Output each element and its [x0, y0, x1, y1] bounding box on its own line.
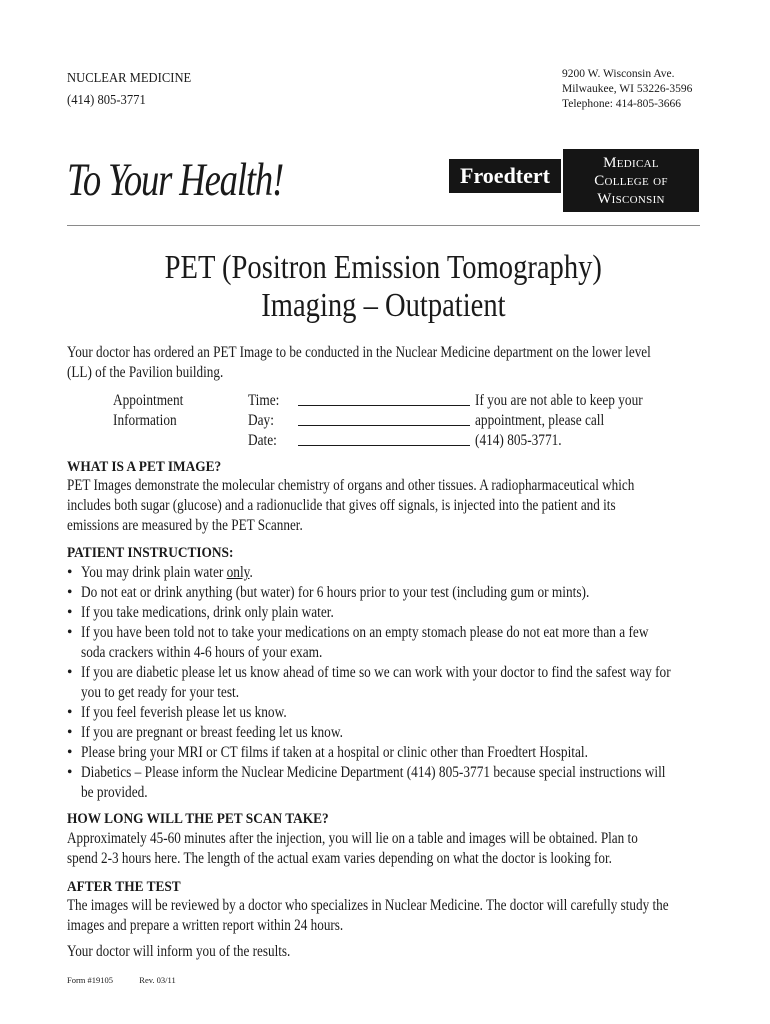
duration-line2: spend 2-3 hours here. The length of the actual exam varies depending on what the doctor is looking for. — [67, 850, 612, 867]
duration-line1: Approximately 45-60 minutes after the injection, you will lie on a table and images will be obtained. Plan to — [67, 830, 638, 847]
logo-mcw-line2: College of — [594, 173, 668, 189]
section-heading-duration: HOW LONG WILL THE PET SCAN TAKE? — [67, 811, 329, 827]
time-field: Time: — [248, 391, 284, 411]
header-divider — [67, 225, 700, 226]
bullet-icon: • — [67, 584, 73, 601]
bullet-icon: • — [67, 624, 73, 641]
time-blank[interactable] — [298, 391, 470, 406]
telephone-line: Telephone: 414-805-3666 — [562, 98, 681, 110]
logo-mcw — [563, 149, 699, 212]
intro-line1: Your doctor has ordered an PET Image to be conducted in the Nuclear Medicine department on the lower level — [67, 344, 651, 361]
bullet-icon: • — [67, 744, 73, 761]
bullet-icon: • — [67, 664, 73, 681]
after-line3: Your doctor will inform you of the results. — [67, 943, 291, 960]
bullet-icon: • — [67, 604, 73, 621]
date-field: Date: — [248, 431, 284, 451]
address-line1: 9200 W. Wisconsin Ave. — [562, 68, 675, 80]
day-blank[interactable] — [298, 411, 470, 426]
form-number: Form #19105 — [67, 975, 114, 985]
day-field: Day: — [248, 411, 284, 431]
department-block — [67, 68, 205, 112]
section-heading-instructions: PATIENT INSTRUCTIONS: — [67, 545, 234, 561]
what-is-line3: emissions are measured by the PET Scanner. — [67, 517, 303, 534]
logo-mcw-line3: Wisconsin — [597, 191, 665, 207]
after-line2: images and prepare a written report within 24 hours. — [67, 917, 344, 934]
intro-line2: (LL) of the Pavilion building. — [67, 364, 224, 381]
bullet-icon: • — [67, 764, 73, 781]
address-block — [562, 67, 692, 112]
department-name: NUCLEAR MEDICINE — [67, 71, 192, 86]
tagline-text: To Your Health! — [67, 154, 284, 206]
appointment-note: If you are not able to keep your appointment, please call (414) 805-3771. — [475, 392, 643, 449]
appointment-fields — [248, 391, 284, 451]
document-title — [67, 249, 700, 325]
bullet-icon: • — [67, 704, 73, 721]
logo-mcw-line1: Medical — [603, 155, 659, 171]
bullet-icon: • — [67, 564, 73, 581]
revision-date: Rev. 03/11 — [139, 975, 176, 985]
bullet-icon: • — [67, 724, 73, 741]
tagline — [67, 150, 344, 210]
appointment-label: Appointment Information — [113, 392, 184, 429]
section-heading-what-is: WHAT IS A PET IMAGE? — [67, 459, 222, 475]
title-line1: PET (Positron Emission Tomography) — [164, 249, 603, 286]
title-line2: Imaging – Outpatient — [261, 287, 506, 324]
what-is-line1: PET Images demonstrate the molecular chemistry of organs and other tissues. A radiopharmaceutical which — [67, 477, 635, 494]
form-footer — [67, 975, 176, 985]
section-heading-after: AFTER THE TEST — [67, 879, 181, 895]
department-phone: (414) 805-3771 — [67, 93, 146, 108]
what-is-line2: includes both sugar (glucose) and a radionuclide that gives off signals, is injected into the patient and its — [67, 497, 616, 514]
date-blank[interactable] — [298, 431, 470, 446]
address-line2: Milwaukee, WI 53226-3596 — [562, 83, 693, 95]
logo-froedtert: Froedtert — [449, 159, 561, 193]
hospital-logo — [449, 149, 699, 212]
after-line1: The images will be reviewed by a doctor who specializes in Nuclear Medicine. The doctor will carefully study the — [67, 897, 669, 914]
